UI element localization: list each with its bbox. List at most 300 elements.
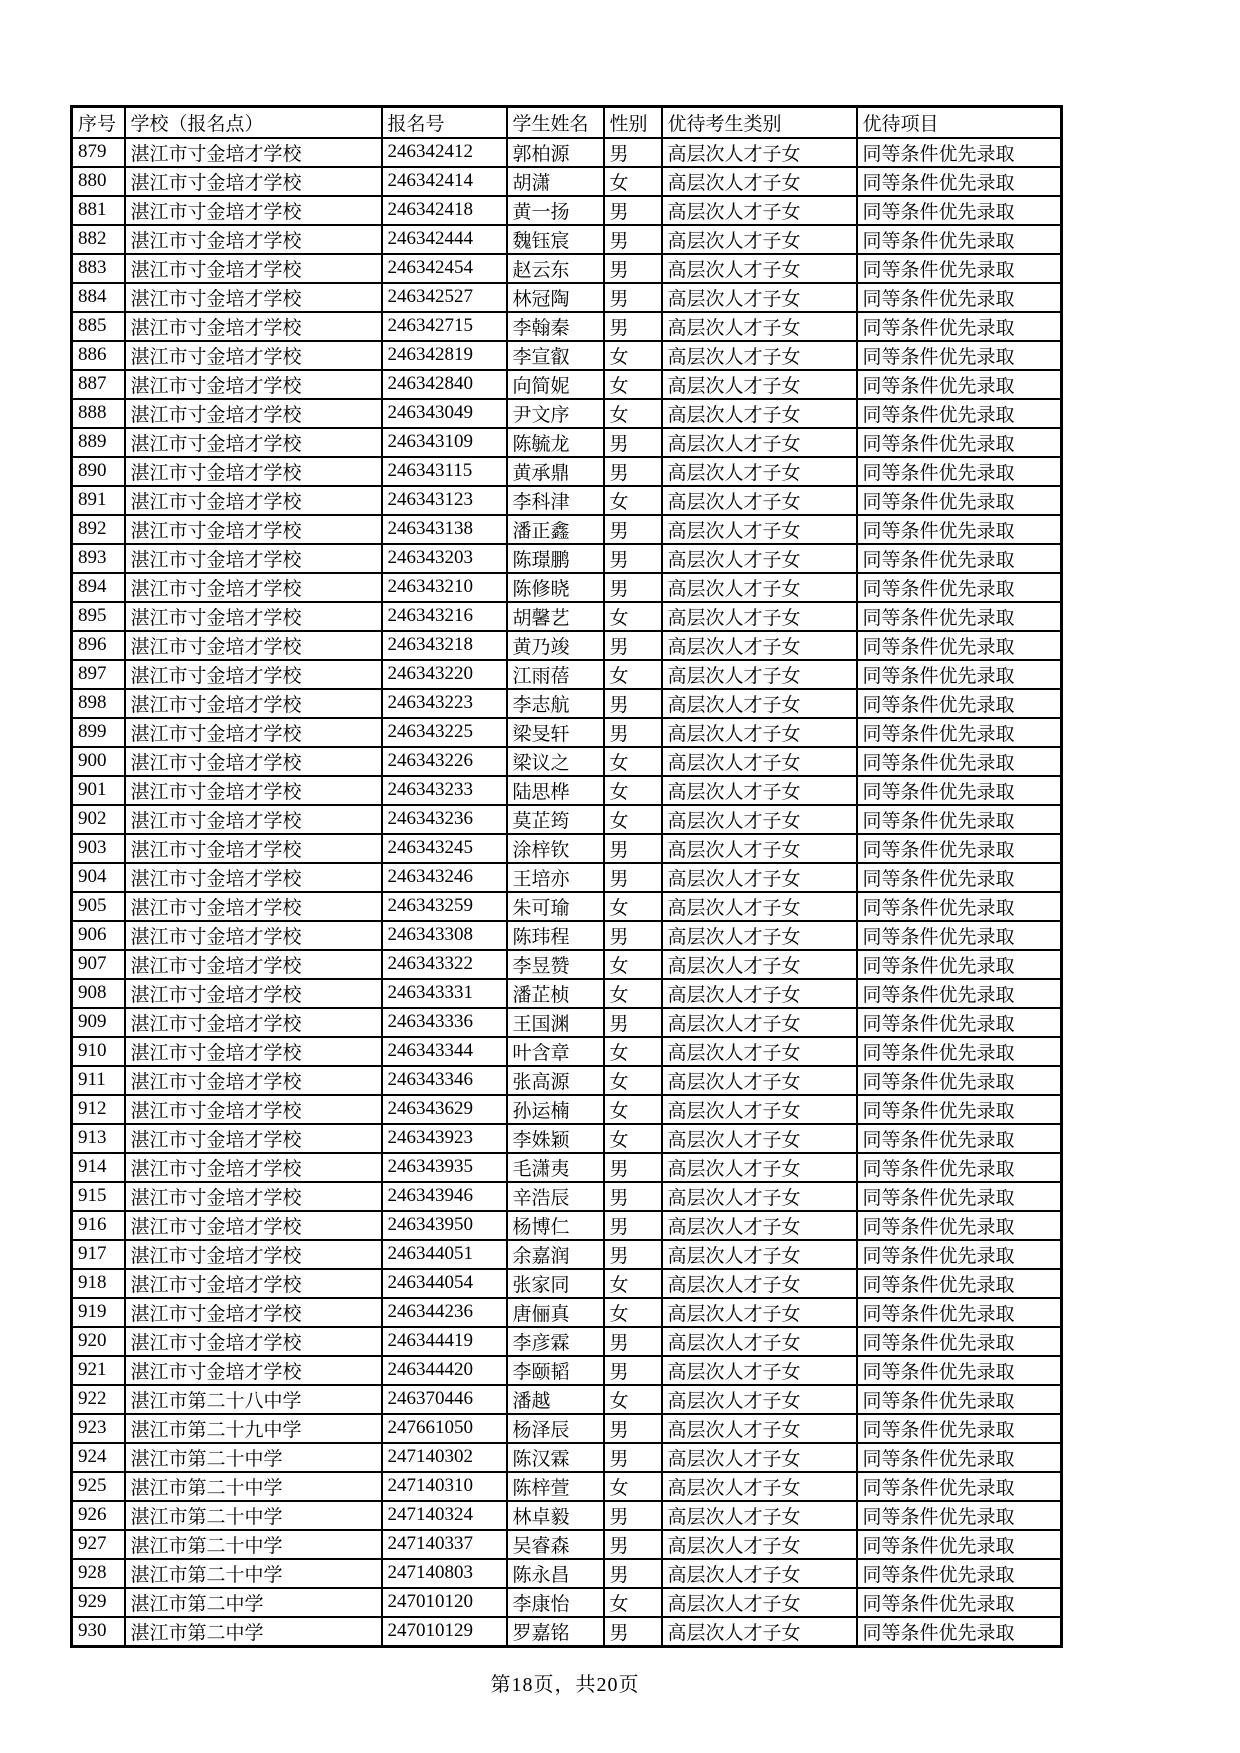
cell-gender: 男 (604, 225, 662, 254)
cell-student-name: 魏钰宸 (507, 225, 604, 254)
cell-school: 湛江市寸金培才学校 (125, 283, 382, 312)
cell-student-name: 李康怡 (507, 1588, 604, 1617)
cell-regno: 246343245 (382, 834, 507, 863)
cell-regno: 246342715 (382, 312, 507, 341)
cell-regno: 246344420 (382, 1356, 507, 1385)
cell-school: 湛江市寸金培才学校 (125, 544, 382, 573)
header-category: 优待考生类别 (662, 107, 857, 138)
cell-gender: 男 (604, 921, 662, 950)
cell-gender: 男 (604, 1211, 662, 1240)
cell-program: 同等条件优先录取 (857, 1472, 1062, 1501)
cell-gender: 男 (604, 631, 662, 660)
cell-gender: 女 (604, 370, 662, 399)
cell-program: 同等条件优先录取 (857, 863, 1062, 892)
cell-seq: 879 (72, 138, 125, 167)
cell-seq: 915 (72, 1182, 125, 1211)
cell-seq: 925 (72, 1472, 125, 1501)
cell-program: 同等条件优先录取 (857, 1211, 1062, 1240)
cell-gender: 男 (604, 1414, 662, 1443)
cell-program: 同等条件优先录取 (857, 718, 1062, 747)
cell-student-name: 黄乃竣 (507, 631, 604, 660)
cell-student-name: 陈毓龙 (507, 428, 604, 457)
cell-student-name: 胡馨艺 (507, 602, 604, 631)
table-row (72, 1443, 1062, 1472)
cell-seq: 905 (72, 892, 125, 921)
header-seq: 序号 (72, 107, 125, 138)
cell-gender: 女 (604, 805, 662, 834)
cell-regno: 246343946 (382, 1182, 507, 1211)
cell-student-name: 李颐韬 (507, 1356, 604, 1385)
cell-school: 湛江市第二十八中学 (125, 1385, 382, 1414)
cell-regno: 246343344 (382, 1037, 507, 1066)
cell-seq: 900 (72, 747, 125, 776)
table-row (72, 1095, 1062, 1124)
cell-school: 湛江市第二十中学 (125, 1472, 382, 1501)
header-program: 优待项目 (857, 107, 1062, 138)
cell-regno: 247140337 (382, 1530, 507, 1559)
cell-gender: 女 (604, 776, 662, 805)
cell-student-name: 张高源 (507, 1066, 604, 1095)
cell-school: 湛江市寸金培才学校 (125, 225, 382, 254)
cell-program: 同等条件优先录取 (857, 776, 1062, 805)
cell-program: 同等条件优先录取 (857, 921, 1062, 950)
cell-category: 高层次人才子女 (662, 428, 857, 457)
cell-regno: 246343246 (382, 863, 507, 892)
cell-school: 湛江市寸金培才学校 (125, 1269, 382, 1298)
cell-category: 高层次人才子女 (662, 457, 857, 486)
cell-gender: 男 (604, 196, 662, 225)
cell-gender: 男 (604, 138, 662, 167)
cell-program: 同等条件优先录取 (857, 486, 1062, 515)
cell-seq: 923 (72, 1414, 125, 1443)
cell-school: 湛江市寸金培才学校 (125, 718, 382, 747)
cell-regno: 246343236 (382, 805, 507, 834)
table-row (72, 1269, 1062, 1298)
cell-program: 同等条件优先录取 (857, 1385, 1062, 1414)
cell-category: 高层次人才子女 (662, 921, 857, 950)
cell-program: 同等条件优先录取 (857, 225, 1062, 254)
cell-student-name: 莫芷筠 (507, 805, 604, 834)
cell-program: 同等条件优先录取 (857, 1501, 1062, 1530)
cell-category: 高层次人才子女 (662, 689, 857, 718)
cell-seq: 887 (72, 370, 125, 399)
cell-regno: 247140302 (382, 1443, 507, 1472)
cell-gender: 男 (604, 544, 662, 573)
cell-seq: 888 (72, 399, 125, 428)
table-row (72, 660, 1062, 689)
cell-program: 同等条件优先录取 (857, 312, 1062, 341)
table-row (72, 1472, 1062, 1501)
cell-program: 同等条件优先录取 (857, 979, 1062, 1008)
cell-seq: 890 (72, 457, 125, 486)
cell-seq: 904 (72, 863, 125, 892)
cell-gender: 男 (604, 834, 662, 863)
cell-student-name: 潘芷桢 (507, 979, 604, 1008)
cell-category: 高层次人才子女 (662, 1530, 857, 1559)
cell-program: 同等条件优先录取 (857, 1356, 1062, 1385)
cell-program: 同等条件优先录取 (857, 457, 1062, 486)
cell-school: 湛江市寸金培才学校 (125, 689, 382, 718)
cell-regno: 246343138 (382, 515, 507, 544)
cell-school: 湛江市寸金培才学校 (125, 747, 382, 776)
cell-category: 高层次人才子女 (662, 225, 857, 254)
cell-school: 湛江市第二十中学 (125, 1443, 382, 1472)
cell-regno: 247661050 (382, 1414, 507, 1443)
table-row (72, 776, 1062, 805)
cell-student-name: 罗嘉铭 (507, 1617, 604, 1647)
cell-category: 高层次人才子女 (662, 950, 857, 979)
table-row (72, 747, 1062, 776)
cell-gender: 女 (604, 950, 662, 979)
table-row (72, 1327, 1062, 1356)
cell-school: 湛江市寸金培才学校 (125, 1066, 382, 1095)
cell-category: 高层次人才子女 (662, 1617, 857, 1647)
cell-school: 湛江市第二十中学 (125, 1501, 382, 1530)
cell-program: 同等条件优先录取 (857, 747, 1062, 776)
cell-student-name: 李昱赞 (507, 950, 604, 979)
cell-student-name: 孙运楠 (507, 1095, 604, 1124)
cell-seq: 899 (72, 718, 125, 747)
cell-seq: 891 (72, 486, 125, 515)
cell-student-name: 陆思桦 (507, 776, 604, 805)
cell-school: 湛江市寸金培才学校 (125, 921, 382, 950)
cell-seq: 907 (72, 950, 125, 979)
cell-category: 高层次人才子女 (662, 1240, 857, 1269)
cell-category: 高层次人才子女 (662, 1182, 857, 1211)
cell-gender: 女 (604, 486, 662, 515)
table-row (72, 1356, 1062, 1385)
cell-school: 湛江市寸金培才学校 (125, 660, 382, 689)
table-row (72, 167, 1062, 196)
table-row (72, 515, 1062, 544)
cell-seq: 916 (72, 1211, 125, 1240)
table-row (72, 138, 1062, 167)
cell-regno: 247010129 (382, 1617, 507, 1647)
cell-gender: 女 (604, 1037, 662, 1066)
cell-student-name: 叶含章 (507, 1037, 604, 1066)
table-row (72, 225, 1062, 254)
table-row (72, 892, 1062, 921)
cell-seq: 930 (72, 1617, 125, 1647)
cell-program: 同等条件优先录取 (857, 950, 1062, 979)
cell-school: 湛江市寸金培才学校 (125, 1037, 382, 1066)
cell-school: 湛江市寸金培才学校 (125, 486, 382, 515)
preferential-students-table (70, 105, 1063, 1648)
cell-gender: 男 (604, 312, 662, 341)
cell-seq: 902 (72, 805, 125, 834)
cell-regno: 246342418 (382, 196, 507, 225)
cell-gender: 女 (604, 1124, 662, 1153)
cell-student-name: 陈修晓 (507, 573, 604, 602)
cell-gender: 女 (604, 1095, 662, 1124)
cell-gender: 女 (604, 979, 662, 1008)
cell-program: 同等条件优先录取 (857, 283, 1062, 312)
cell-gender: 女 (604, 399, 662, 428)
cell-seq: 884 (72, 283, 125, 312)
cell-regno: 246343336 (382, 1008, 507, 1037)
cell-regno: 246343331 (382, 979, 507, 1008)
table-row (72, 1588, 1062, 1617)
table-row (72, 950, 1062, 979)
table-row (72, 1530, 1062, 1559)
cell-program: 同等条件优先录取 (857, 805, 1062, 834)
cell-regno: 246343259 (382, 892, 507, 921)
cell-seq: 892 (72, 515, 125, 544)
cell-category: 高层次人才子女 (662, 660, 857, 689)
table-row (72, 1414, 1062, 1443)
cell-school: 湛江市寸金培才学校 (125, 370, 382, 399)
cell-category: 高层次人才子女 (662, 1037, 857, 1066)
cell-school: 湛江市寸金培才学校 (125, 834, 382, 863)
cell-school: 湛江市寸金培才学校 (125, 892, 382, 921)
cell-gender: 男 (604, 1182, 662, 1211)
cell-category: 高层次人才子女 (662, 544, 857, 573)
cell-program: 同等条件优先录取 (857, 341, 1062, 370)
cell-school: 湛江市寸金培才学校 (125, 1356, 382, 1385)
cell-program: 同等条件优先录取 (857, 1327, 1062, 1356)
cell-gender: 男 (604, 1443, 662, 1472)
cell-school: 湛江市第二十中学 (125, 1530, 382, 1559)
cell-gender: 女 (604, 1269, 662, 1298)
table-row (72, 1501, 1062, 1530)
cell-category: 高层次人才子女 (662, 1356, 857, 1385)
cell-gender: 男 (604, 573, 662, 602)
header-row (72, 107, 1062, 138)
cell-category: 高层次人才子女 (662, 1559, 857, 1588)
cell-seq: 920 (72, 1327, 125, 1356)
cell-student-name: 李彦霖 (507, 1327, 604, 1356)
table-row (72, 399, 1062, 428)
cell-student-name: 李志航 (507, 689, 604, 718)
cell-category: 高层次人才子女 (662, 1588, 857, 1617)
cell-regno: 246343935 (382, 1153, 507, 1182)
cell-gender: 男 (604, 515, 662, 544)
cell-gender: 男 (604, 1153, 662, 1182)
cell-program: 同等条件优先录取 (857, 1095, 1062, 1124)
cell-school: 湛江市寸金培才学校 (125, 1327, 382, 1356)
cell-student-name: 余嘉润 (507, 1240, 604, 1269)
cell-student-name: 尹文序 (507, 399, 604, 428)
page-number: 第18页，共20页 (490, 1674, 640, 1696)
table-row (72, 1182, 1062, 1211)
cell-school: 湛江市寸金培才学校 (125, 1095, 382, 1124)
table-row (72, 254, 1062, 283)
cell-program: 同等条件优先录取 (857, 1066, 1062, 1095)
table-row (72, 428, 1062, 457)
table-row (72, 457, 1062, 486)
cell-gender: 女 (604, 167, 662, 196)
cell-category: 高层次人才子女 (662, 573, 857, 602)
cell-category: 高层次人才子女 (662, 834, 857, 863)
cell-seq: 885 (72, 312, 125, 341)
cell-program: 同等条件优先录取 (857, 689, 1062, 718)
cell-seq: 924 (72, 1443, 125, 1472)
cell-seq: 910 (72, 1037, 125, 1066)
cell-student-name: 李宣叡 (507, 341, 604, 370)
cell-student-name: 潘正鑫 (507, 515, 604, 544)
cell-regno: 246342454 (382, 254, 507, 283)
cell-school: 湛江市寸金培才学校 (125, 631, 382, 660)
cell-seq: 914 (72, 1153, 125, 1182)
cell-regno: 246370446 (382, 1385, 507, 1414)
cell-category: 高层次人才子女 (662, 892, 857, 921)
cell-regno: 247140803 (382, 1559, 507, 1588)
cell-student-name: 王培亦 (507, 863, 604, 892)
table-row (72, 1559, 1062, 1588)
cell-program: 同等条件优先录取 (857, 602, 1062, 631)
cell-seq: 895 (72, 602, 125, 631)
cell-category: 高层次人才子女 (662, 399, 857, 428)
cell-student-name: 朱可瑜 (507, 892, 604, 921)
table-row (72, 1240, 1062, 1269)
cell-student-name: 杨博仁 (507, 1211, 604, 1240)
cell-gender: 男 (604, 1501, 662, 1530)
cell-regno: 246342444 (382, 225, 507, 254)
cell-gender: 男 (604, 863, 662, 892)
cell-program: 同等条件优先录取 (857, 1153, 1062, 1182)
cell-category: 高层次人才子女 (662, 1327, 857, 1356)
cell-student-name: 黄一扬 (507, 196, 604, 225)
table-row (72, 312, 1062, 341)
cell-school: 湛江市寸金培才学校 (125, 863, 382, 892)
table-row (72, 863, 1062, 892)
cell-program: 同等条件优先录取 (857, 1443, 1062, 1472)
cell-school: 湛江市寸金培才学校 (125, 138, 382, 167)
cell-seq: 921 (72, 1356, 125, 1385)
cell-category: 高层次人才子女 (662, 1153, 857, 1182)
cell-category: 高层次人才子女 (662, 1008, 857, 1037)
cell-seq: 929 (72, 1588, 125, 1617)
cell-seq: 908 (72, 979, 125, 1008)
cell-category: 高层次人才子女 (662, 1211, 857, 1240)
table-row (72, 196, 1062, 225)
cell-seq: 906 (72, 921, 125, 950)
cell-program: 同等条件优先录取 (857, 428, 1062, 457)
table-row (72, 1066, 1062, 1095)
cell-category: 高层次人才子女 (662, 254, 857, 283)
table-row (72, 283, 1062, 312)
cell-regno: 246343218 (382, 631, 507, 660)
cell-regno: 246344236 (382, 1298, 507, 1327)
table-row (72, 1211, 1062, 1240)
cell-program: 同等条件优先录取 (857, 631, 1062, 660)
cell-category: 高层次人才子女 (662, 863, 857, 892)
cell-seq: 896 (72, 631, 125, 660)
cell-student-name: 陈璟鹏 (507, 544, 604, 573)
table-row (72, 602, 1062, 631)
cell-student-name: 辛浩辰 (507, 1182, 604, 1211)
cell-student-name: 江雨蓓 (507, 660, 604, 689)
cell-regno: 246343629 (382, 1095, 507, 1124)
cell-gender: 男 (604, 1356, 662, 1385)
table-row (72, 1385, 1062, 1414)
cell-student-name: 陈玮程 (507, 921, 604, 950)
cell-gender: 男 (604, 1559, 662, 1588)
cell-program: 同等条件优先录取 (857, 138, 1062, 167)
cell-regno: 246342414 (382, 167, 507, 196)
cell-seq: 922 (72, 1385, 125, 1414)
cell-category: 高层次人才子女 (662, 747, 857, 776)
cell-student-name: 李翰秦 (507, 312, 604, 341)
table-row (72, 689, 1062, 718)
cell-regno: 246343109 (382, 428, 507, 457)
cell-seq: 880 (72, 167, 125, 196)
cell-school: 湛江市寸金培才学校 (125, 776, 382, 805)
cell-gender: 女 (604, 341, 662, 370)
table-row (72, 1153, 1062, 1182)
cell-regno: 246343049 (382, 399, 507, 428)
cell-seq: 893 (72, 544, 125, 573)
cell-student-name: 林冠陶 (507, 283, 604, 312)
table-row (72, 1617, 1062, 1647)
cell-category: 高层次人才子女 (662, 1269, 857, 1298)
cell-category: 高层次人才子女 (662, 1501, 857, 1530)
cell-gender: 女 (604, 660, 662, 689)
cell-regno: 246343308 (382, 921, 507, 950)
cell-category: 高层次人才子女 (662, 1472, 857, 1501)
cell-program: 同等条件优先录取 (857, 1617, 1062, 1647)
cell-category: 高层次人才子女 (662, 1443, 857, 1472)
table-row (72, 979, 1062, 1008)
cell-regno: 246343210 (382, 573, 507, 602)
cell-school: 湛江市寸金培才学校 (125, 1298, 382, 1327)
cell-student-name: 陈梓萱 (507, 1472, 604, 1501)
cell-gender: 女 (604, 1385, 662, 1414)
cell-school: 湛江市寸金培才学校 (125, 979, 382, 1008)
cell-regno: 246343123 (382, 486, 507, 515)
cell-student-name: 吴睿森 (507, 1530, 604, 1559)
cell-regno: 246342527 (382, 283, 507, 312)
cell-school: 湛江市寸金培才学校 (125, 1124, 382, 1153)
cell-seq: 919 (72, 1298, 125, 1327)
cell-program: 同等条件优先录取 (857, 1530, 1062, 1559)
cell-gender: 男 (604, 1327, 662, 1356)
cell-gender: 男 (604, 1617, 662, 1647)
cell-category: 高层次人才子女 (662, 631, 857, 660)
cell-gender: 女 (604, 1298, 662, 1327)
cell-school: 湛江市寸金培才学校 (125, 1182, 382, 1211)
cell-regno: 246344419 (382, 1327, 507, 1356)
table-row (72, 370, 1062, 399)
cell-gender: 女 (604, 1066, 662, 1095)
cell-school: 湛江市寸金培才学校 (125, 399, 382, 428)
cell-seq: 912 (72, 1095, 125, 1124)
cell-program: 同等条件优先录取 (857, 1124, 1062, 1153)
cell-regno: 246343216 (382, 602, 507, 631)
cell-program: 同等条件优先录取 (857, 1240, 1062, 1269)
cell-category: 高层次人才子女 (662, 1124, 857, 1153)
cell-category: 高层次人才子女 (662, 370, 857, 399)
cell-program: 同等条件优先录取 (857, 1008, 1062, 1037)
table-row (72, 1124, 1062, 1153)
cell-seq: 913 (72, 1124, 125, 1153)
table-row (72, 1008, 1062, 1037)
header-school: 学校（报名点） (125, 107, 382, 138)
cell-student-name: 林卓毅 (507, 1501, 604, 1530)
cell-seq: 917 (72, 1240, 125, 1269)
cell-student-name: 陈永昌 (507, 1559, 604, 1588)
cell-student-name: 胡潇 (507, 167, 604, 196)
cell-category: 高层次人才子女 (662, 312, 857, 341)
cell-regno: 246343346 (382, 1066, 507, 1095)
cell-seq: 927 (72, 1530, 125, 1559)
cell-regno: 246343223 (382, 689, 507, 718)
cell-program: 同等条件优先录取 (857, 1588, 1062, 1617)
cell-gender: 男 (604, 689, 662, 718)
cell-regno: 246342412 (382, 138, 507, 167)
cell-category: 高层次人才子女 (662, 979, 857, 1008)
cell-program: 同等条件优先录取 (857, 834, 1062, 863)
